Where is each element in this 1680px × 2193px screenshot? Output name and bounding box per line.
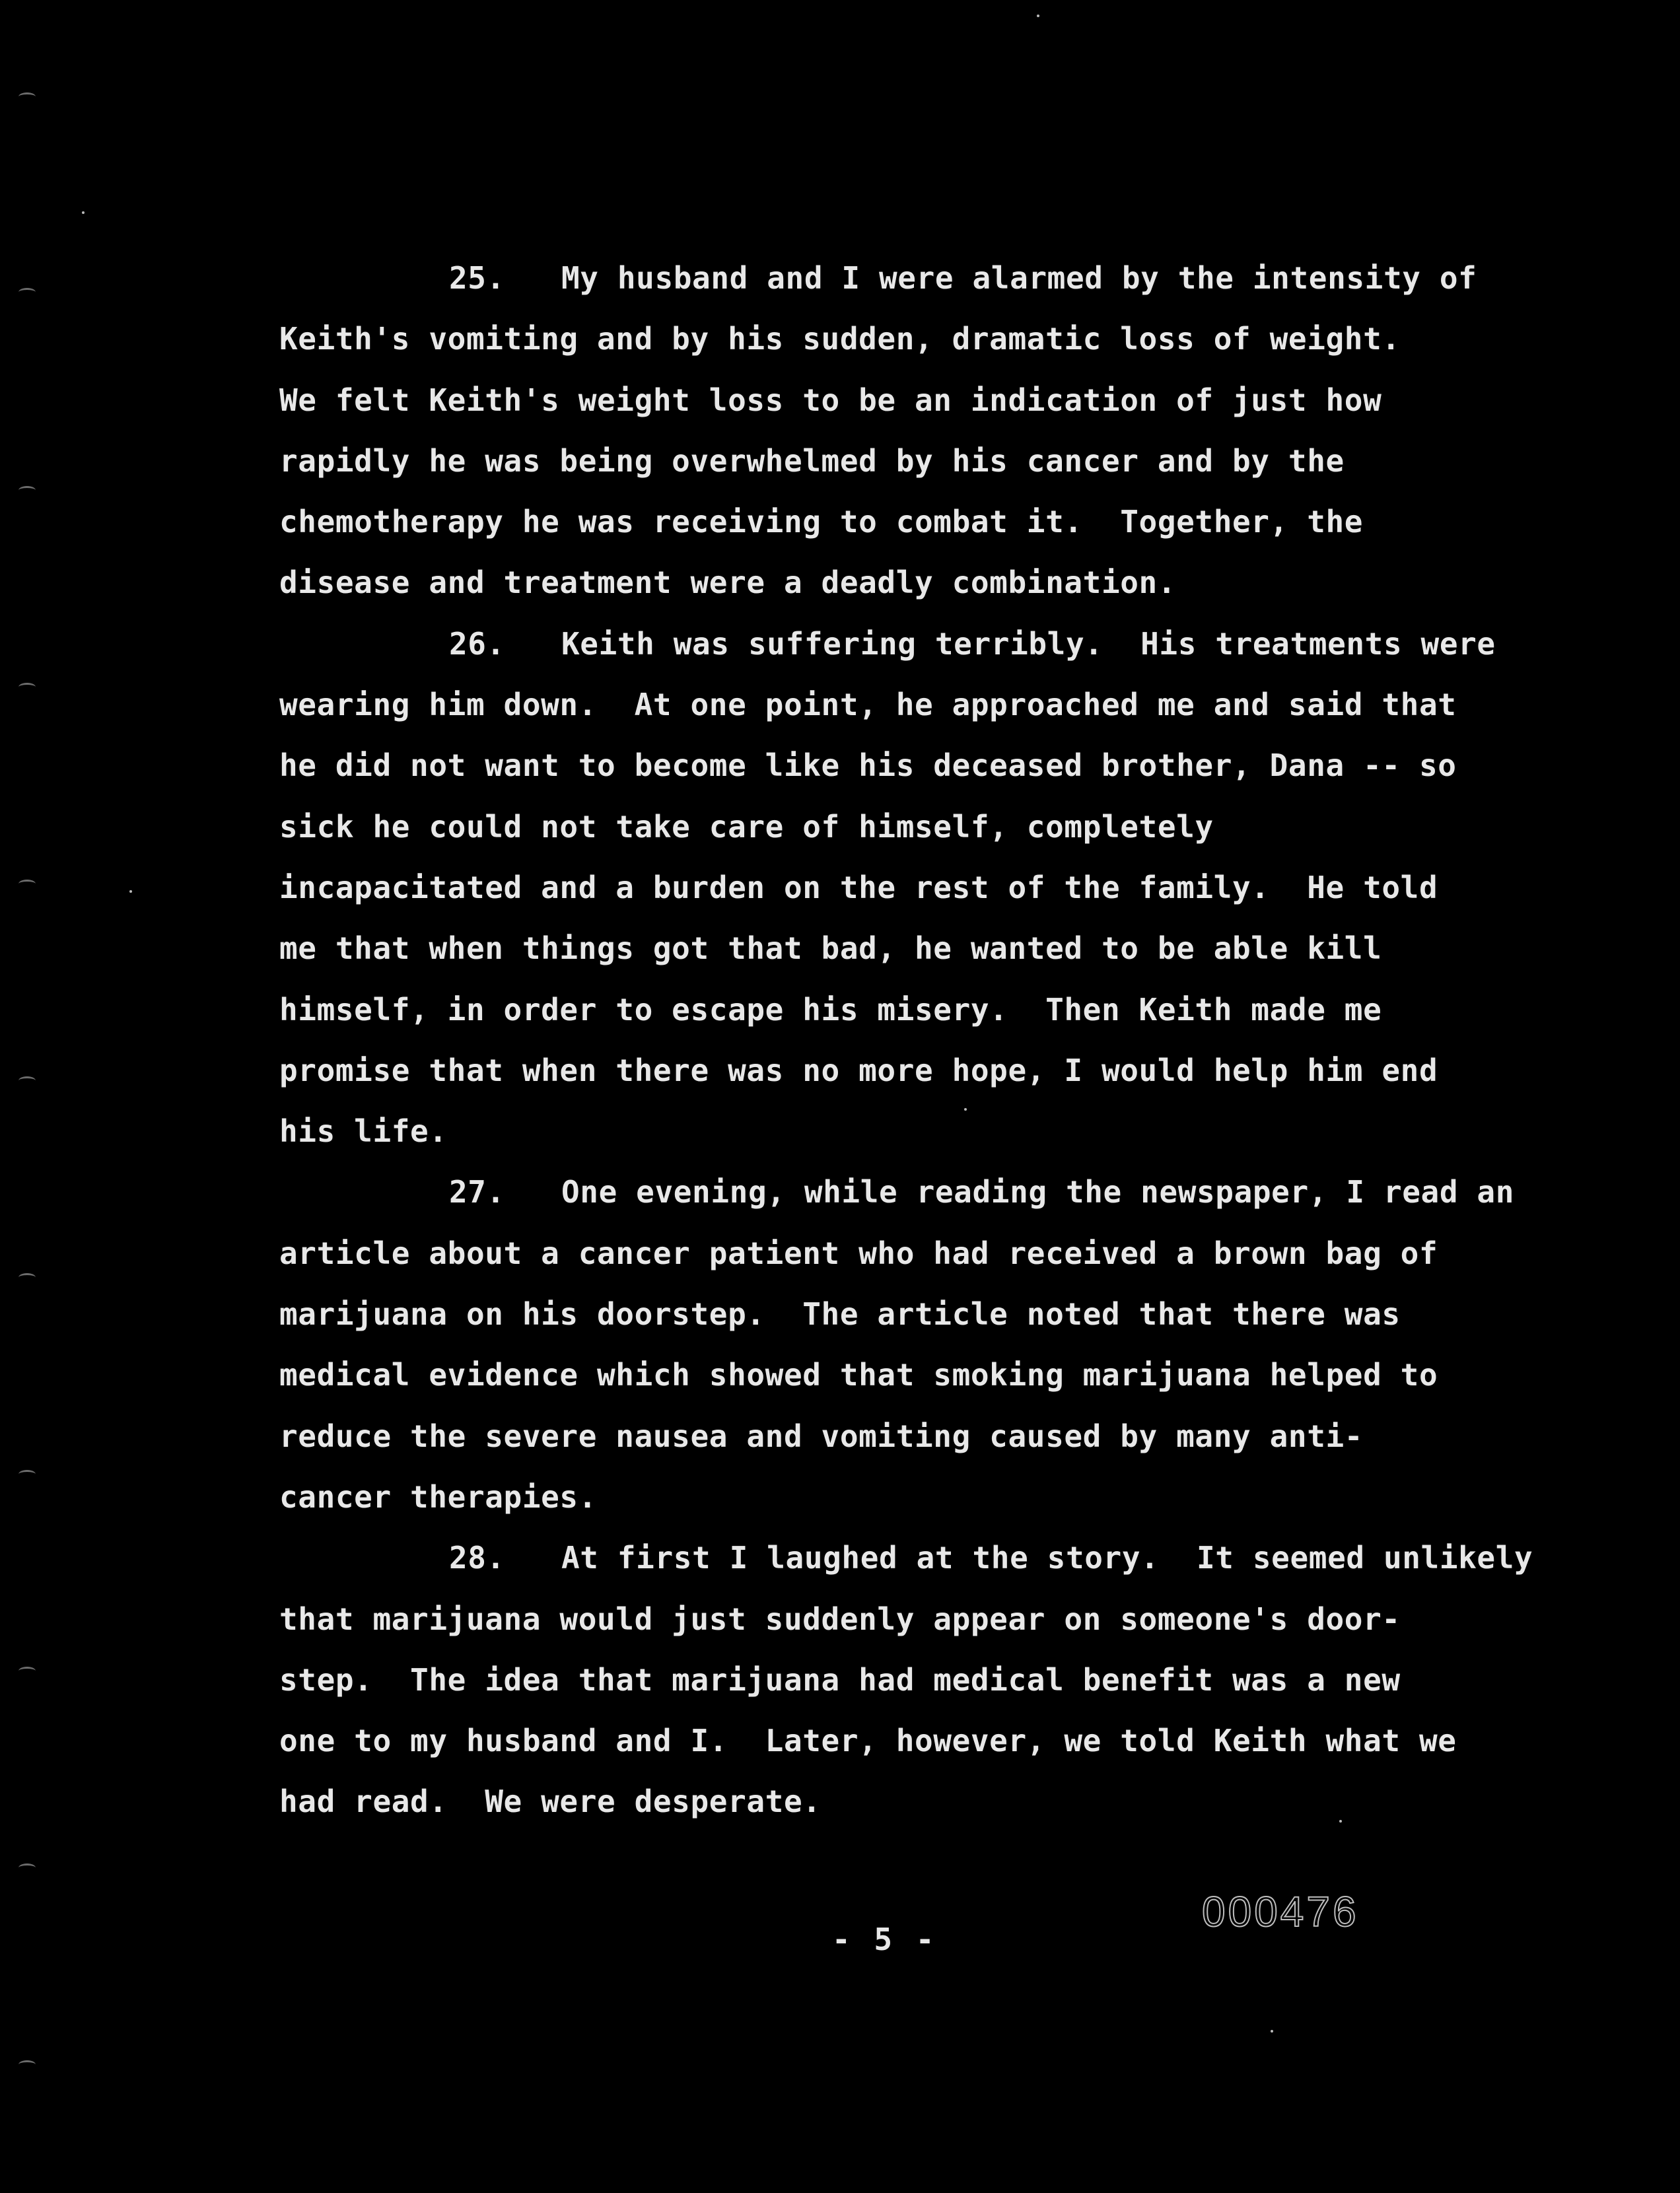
- text-line: Keith's vomiting and by his sudden, dramatic loss of weight.: [279, 321, 1401, 357]
- scan-speck: [129, 890, 132, 893]
- text-line: wearing him down. At one point, he approached me and said that: [279, 687, 1457, 723]
- bates-number: 000476: [1202, 1888, 1359, 1935]
- text-line: sick he could not take care of himself, completely: [279, 808, 1214, 845]
- text-line: reduce the severe nausea and vomiting caused by many anti-: [279, 1418, 1364, 1454]
- text-line: medical evidence which showed that smoking marijuana helped to: [279, 1357, 1438, 1393]
- punch-hole-mark: [18, 288, 36, 296]
- paragraph-number: 25.: [449, 260, 505, 296]
- text-line: his life.: [279, 1113, 448, 1150]
- scan-speck: [1037, 15, 1039, 17]
- paragraph-first-line: [279, 1162, 1574, 1222]
- text-line: promise that when there was no more hope, I would help him end: [279, 1052, 1438, 1088]
- text-line: One evening, while reading the newspaper, I read an: [561, 1174, 1515, 1210]
- paragraph-number: 26.: [449, 625, 505, 662]
- punch-hole-mark: [18, 1470, 36, 1479]
- scan-speck: [1271, 2030, 1273, 2033]
- paragraph-number: 27.: [449, 1174, 505, 1210]
- text-line: We felt Keith's weight loss to be an indication of just how: [279, 382, 1382, 418]
- punch-hole-mark: [18, 92, 36, 101]
- text-line: My husband and I were alarmed by the intensity of: [561, 260, 1477, 296]
- text-line: incapacitated and a burden on the rest of the family. He told: [279, 869, 1438, 905]
- punch-hole-mark: [18, 683, 36, 691]
- text-line: that marijuana would just suddenly appear on someone's door-: [279, 1601, 1401, 1637]
- body-text: [279, 248, 1574, 1832]
- text-line: article about a cancer patient who had received a brown bag of: [279, 1235, 1438, 1271]
- scan-speck: [82, 211, 85, 214]
- text-line: he did not want to become like his deceased brother, Dana -- so: [279, 748, 1457, 784]
- punch-hole-mark: [18, 1076, 36, 1085]
- punch-hole-mark: [18, 1273, 36, 1282]
- text-line: one to my husband and I. Later, however, we told Keith what we: [279, 1723, 1457, 1759]
- paragraph-first-line: [279, 248, 1574, 308]
- text-line: himself, in order to escape his misery. Then Keith made me: [279, 991, 1382, 1027]
- text-line: rapidly he was being overwhelmed by his cancer and by the: [279, 442, 1345, 479]
- text-line: At first I laughed at the story. It seemed unlikely: [561, 1540, 1533, 1576]
- text-line: step. The idea that marijuana had medical benefit was a new: [279, 1661, 1401, 1698]
- text-line: cancer therapies.: [279, 1479, 598, 1515]
- text-line: disease and treatment were a deadly combination.: [279, 565, 1177, 601]
- text-line: me that when things got that bad, he wanted to be able kill: [279, 930, 1382, 967]
- punch-hole-mark: [18, 1667, 36, 1675]
- punch-hole-mark: [18, 880, 36, 888]
- text-line: chemotherapy he was receiving to combat it. Together, the: [279, 504, 1364, 540]
- punch-hole-mark: [18, 1863, 36, 1872]
- text-line: marijuana on his doorstep. The article noted that there was: [279, 1296, 1401, 1333]
- paragraph-first-line: [279, 613, 1574, 674]
- punch-hole-mark: [18, 486, 36, 495]
- text-line: had read. We were desperate.: [279, 1784, 822, 1820]
- paragraph-number: 28.: [449, 1540, 505, 1576]
- page-number: - 5 -: [832, 1922, 937, 1957]
- paragraph-first-line: [279, 1527, 1574, 1588]
- text-line: Keith was suffering terribly. His treatments were: [561, 625, 1496, 662]
- punch-hole-mark: [18, 2060, 36, 2069]
